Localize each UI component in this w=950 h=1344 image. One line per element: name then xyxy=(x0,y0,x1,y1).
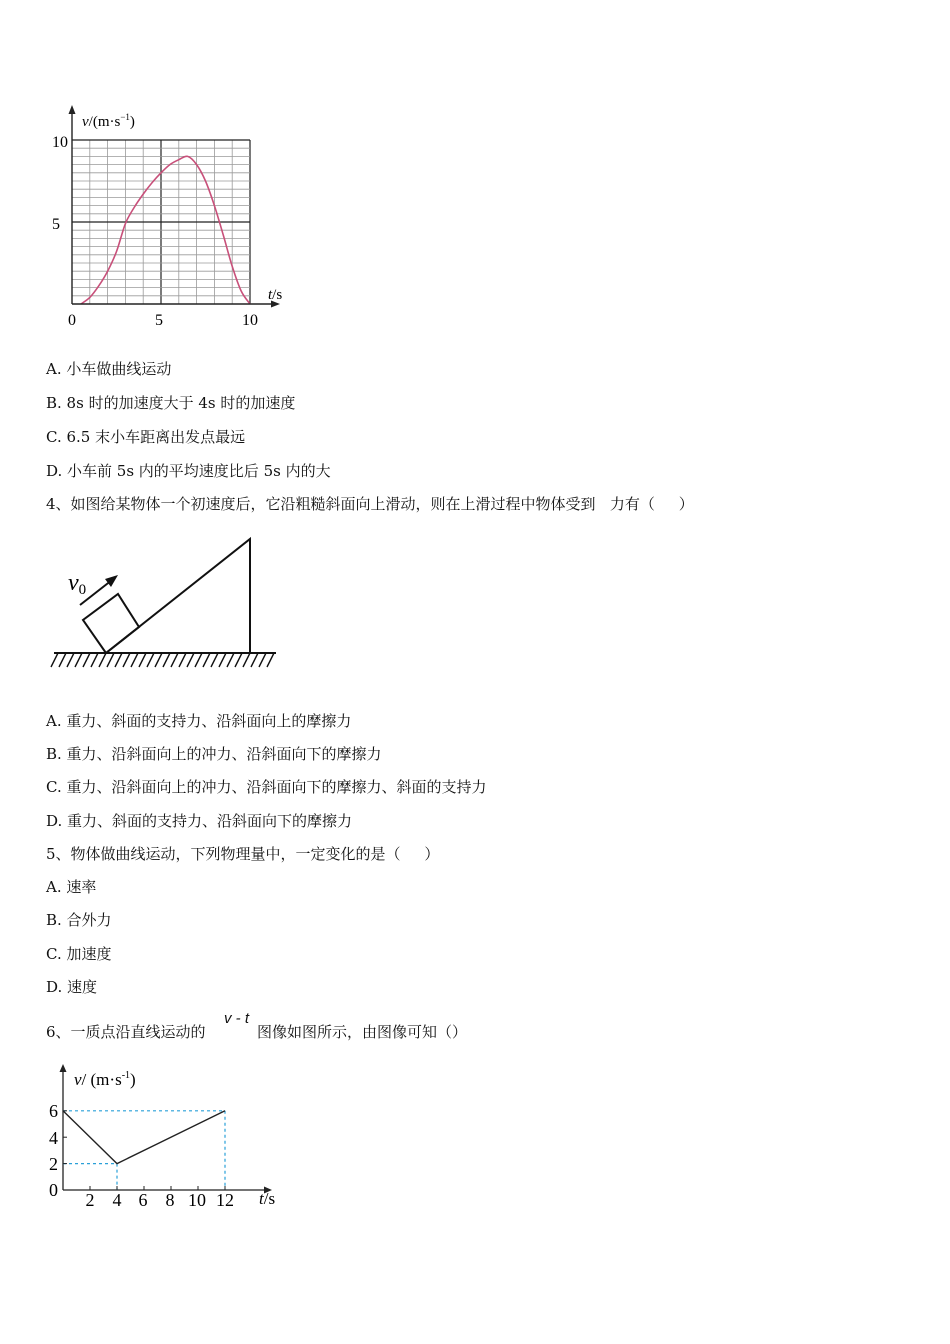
hatch-mark xyxy=(211,653,218,667)
x-tick-label: 4 xyxy=(112,1190,122,1210)
y-axis-label: v/ $(m\cdot s^{-1})$ xyxy=(74,1070,136,1089)
q5-option-b: B. 合外力 xyxy=(46,911,112,929)
q3-option-b: B. 8s 时的加速度大于 4s 时的加速度 xyxy=(46,394,296,412)
hatch-mark xyxy=(179,653,186,667)
hatch-mark xyxy=(195,653,202,667)
y-axis-arrow xyxy=(60,1064,67,1072)
x-tick-label: 10 xyxy=(242,312,258,329)
velocity-line xyxy=(63,1111,225,1164)
q5-option-a: A. 速率 xyxy=(46,878,97,896)
hatch-mark xyxy=(83,653,90,667)
q5-stem: 5、物体做曲线运动，下列物理量中，一定变化的是（ ） xyxy=(46,845,440,863)
hatch-mark xyxy=(51,653,58,667)
hatch-mark xyxy=(147,653,154,667)
velocity-time-graph-2 xyxy=(40,1060,300,1220)
x-tick-label: 2 xyxy=(85,1190,95,1210)
hatch-mark xyxy=(171,653,178,667)
hatch-mark xyxy=(67,653,74,667)
hatch-mark xyxy=(59,653,66,667)
q4-option-b: B. 重力、沿斜面向上的冲力、沿斜面向下的摩擦力 xyxy=(46,745,382,763)
hatch-mark xyxy=(91,653,98,667)
block xyxy=(83,594,139,653)
x-axis-label: t/s xyxy=(268,287,283,303)
q4-stem: 4、如图给某物体一个初速度后，它沿粗糙斜面向上滑动，则在上滑过程中物体受到 力有（ ） xyxy=(46,495,694,513)
velocity-time-graph-1 xyxy=(40,105,300,340)
hatch-mark xyxy=(123,653,130,667)
q6-stem-suffix: 图像如图所示，由图像可知（） xyxy=(257,1023,468,1041)
hatch-mark xyxy=(155,653,162,667)
q5-option-d: D. 速度 xyxy=(46,978,98,996)
q3-option-a: A. 小车做曲线运动 xyxy=(46,360,172,378)
x-tick-label: 10 xyxy=(188,1190,206,1210)
hatch-mark xyxy=(235,653,242,667)
y-tick-label: 5 xyxy=(52,216,60,233)
hatch-mark xyxy=(227,653,234,667)
y-tick-label: 2 xyxy=(49,1154,58,1174)
hatch-mark xyxy=(115,653,122,667)
q6-stem-prefix: 6、一质点沿直线运动的 xyxy=(46,1023,206,1041)
q3-option-d: D. 小车前 5s 内的平均速度比后 5s 内的大 xyxy=(46,462,331,480)
x-tick-label: 5 xyxy=(155,312,163,329)
q4-option-c: C. 重力、沿斜面向上的冲力、沿斜面向下的摩擦力、斜面的支持力 xyxy=(46,778,487,796)
y-axis-arrow xyxy=(69,105,76,114)
q3-option-c: C. 6.5 末小车距离出发点最远 xyxy=(46,428,246,446)
incline-diagram xyxy=(50,530,282,678)
q5-option-c: C. 加速度 xyxy=(46,945,112,963)
y-tick-label: 4 xyxy=(49,1128,58,1148)
hatch-mark xyxy=(203,653,210,667)
hatch-mark xyxy=(187,653,194,667)
y-tick-label: 0 xyxy=(49,1180,58,1200)
hatch-mark xyxy=(163,653,170,667)
x-tick-label: 0 xyxy=(68,312,76,329)
chart-line-layer xyxy=(63,1111,225,1164)
chart-grid xyxy=(72,140,250,304)
hatch-mark xyxy=(259,653,266,667)
q6-stem-symbol: v - t xyxy=(224,1010,249,1027)
hatch-mark xyxy=(139,653,146,667)
hatch-mark xyxy=(243,653,250,667)
x-tick-label: 12 xyxy=(216,1190,234,1210)
y-tick-label: 10 xyxy=(52,134,68,151)
x-tick-label: 6 xyxy=(138,1190,148,1210)
hatch-mark xyxy=(107,653,114,667)
hatch-mark xyxy=(219,653,226,667)
hatch-mark xyxy=(267,653,274,667)
y-tick-label: 6 xyxy=(49,1101,58,1121)
hatch-mark xyxy=(99,653,106,667)
q4-option-d: D. 重力、斜面的支持力、沿斜面向下的摩擦力 xyxy=(46,812,353,830)
ground-hatching xyxy=(51,653,274,667)
velocity-label: v0 xyxy=(68,570,87,598)
x-tick-label: 8 xyxy=(165,1190,175,1210)
hatch-mark xyxy=(251,653,258,667)
hatch-mark xyxy=(131,653,138,667)
x-axis-label: t/s xyxy=(259,1189,276,1208)
hatch-mark xyxy=(75,653,82,667)
y-axis-label: $v/(m\cdot s^{-1})$ xyxy=(82,112,135,130)
q4-option-a: A. 重力、斜面的支持力、沿斜面向上的摩擦力 xyxy=(46,712,352,730)
